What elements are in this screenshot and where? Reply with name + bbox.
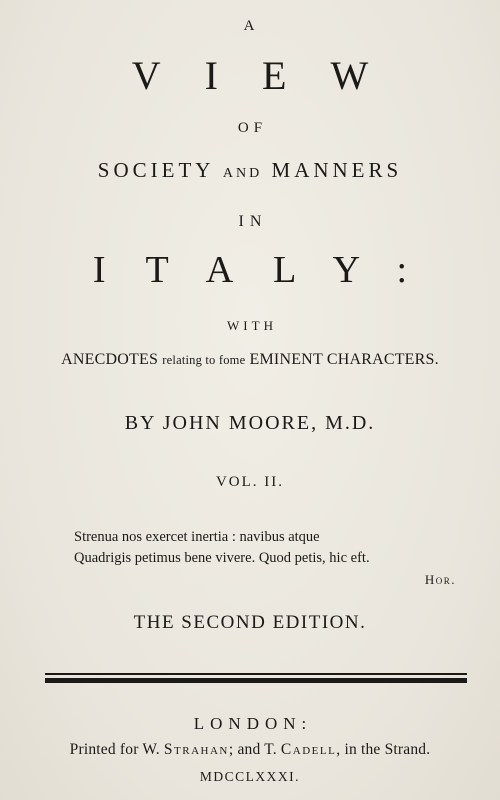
imprint-printer-cadell: Cadell — [280, 741, 337, 758]
article-a: A — [243, 18, 257, 34]
epigraph — [74, 527, 466, 590]
subtitle-anecdotes — [0, 351, 500, 369]
author-line: BY JOHN MOORE, M.D. — [124, 412, 376, 434]
title-society-and-manners — [0, 158, 500, 183]
title-in: IN — [238, 213, 268, 230]
imprint-printed-for: Printed for W. — [69, 741, 160, 758]
imprint-year: MDCCLXXXI. — [199, 769, 301, 784]
title-society: SOCIETY — [97, 158, 214, 182]
epigraph-line-2: Quadrigis petimus bene vivere. Quod petis, hic eft. — [74, 550, 370, 566]
subtitle-with: WITH — [227, 318, 277, 333]
title-view: VIEW — [131, 53, 413, 98]
anecdotes-relating: relating to fome — [162, 353, 246, 367]
epigraph-line-1: Strenua nos exercet inertia : navibus atque — [74, 529, 320, 545]
title-and: AND — [222, 166, 263, 181]
title-italy: ITALY: — [92, 249, 448, 291]
title-of: OF — [237, 120, 268, 136]
epigraph-attribution: Hor. — [424, 572, 456, 587]
edition-statement: THE SECOND EDITION. — [133, 612, 367, 633]
anecdotes-characters: EMINENT CHARACTERS. — [249, 351, 439, 368]
imprint-place: LONDON: — [193, 714, 313, 733]
volume-number: VOL. II. — [215, 474, 285, 490]
imprint-printer-strahan: Strahan — [163, 741, 229, 758]
divider-rule-thin — [45, 673, 467, 675]
imprint-and: ; and T. — [228, 741, 277, 758]
title-manners: MANNERS — [271, 158, 403, 182]
anecdotes-word: ANECDOTES — [61, 351, 159, 368]
imprint-printers — [0, 741, 500, 759]
divider-rule-thick — [45, 678, 467, 683]
imprint-strand: , in the Strand. — [336, 741, 431, 758]
